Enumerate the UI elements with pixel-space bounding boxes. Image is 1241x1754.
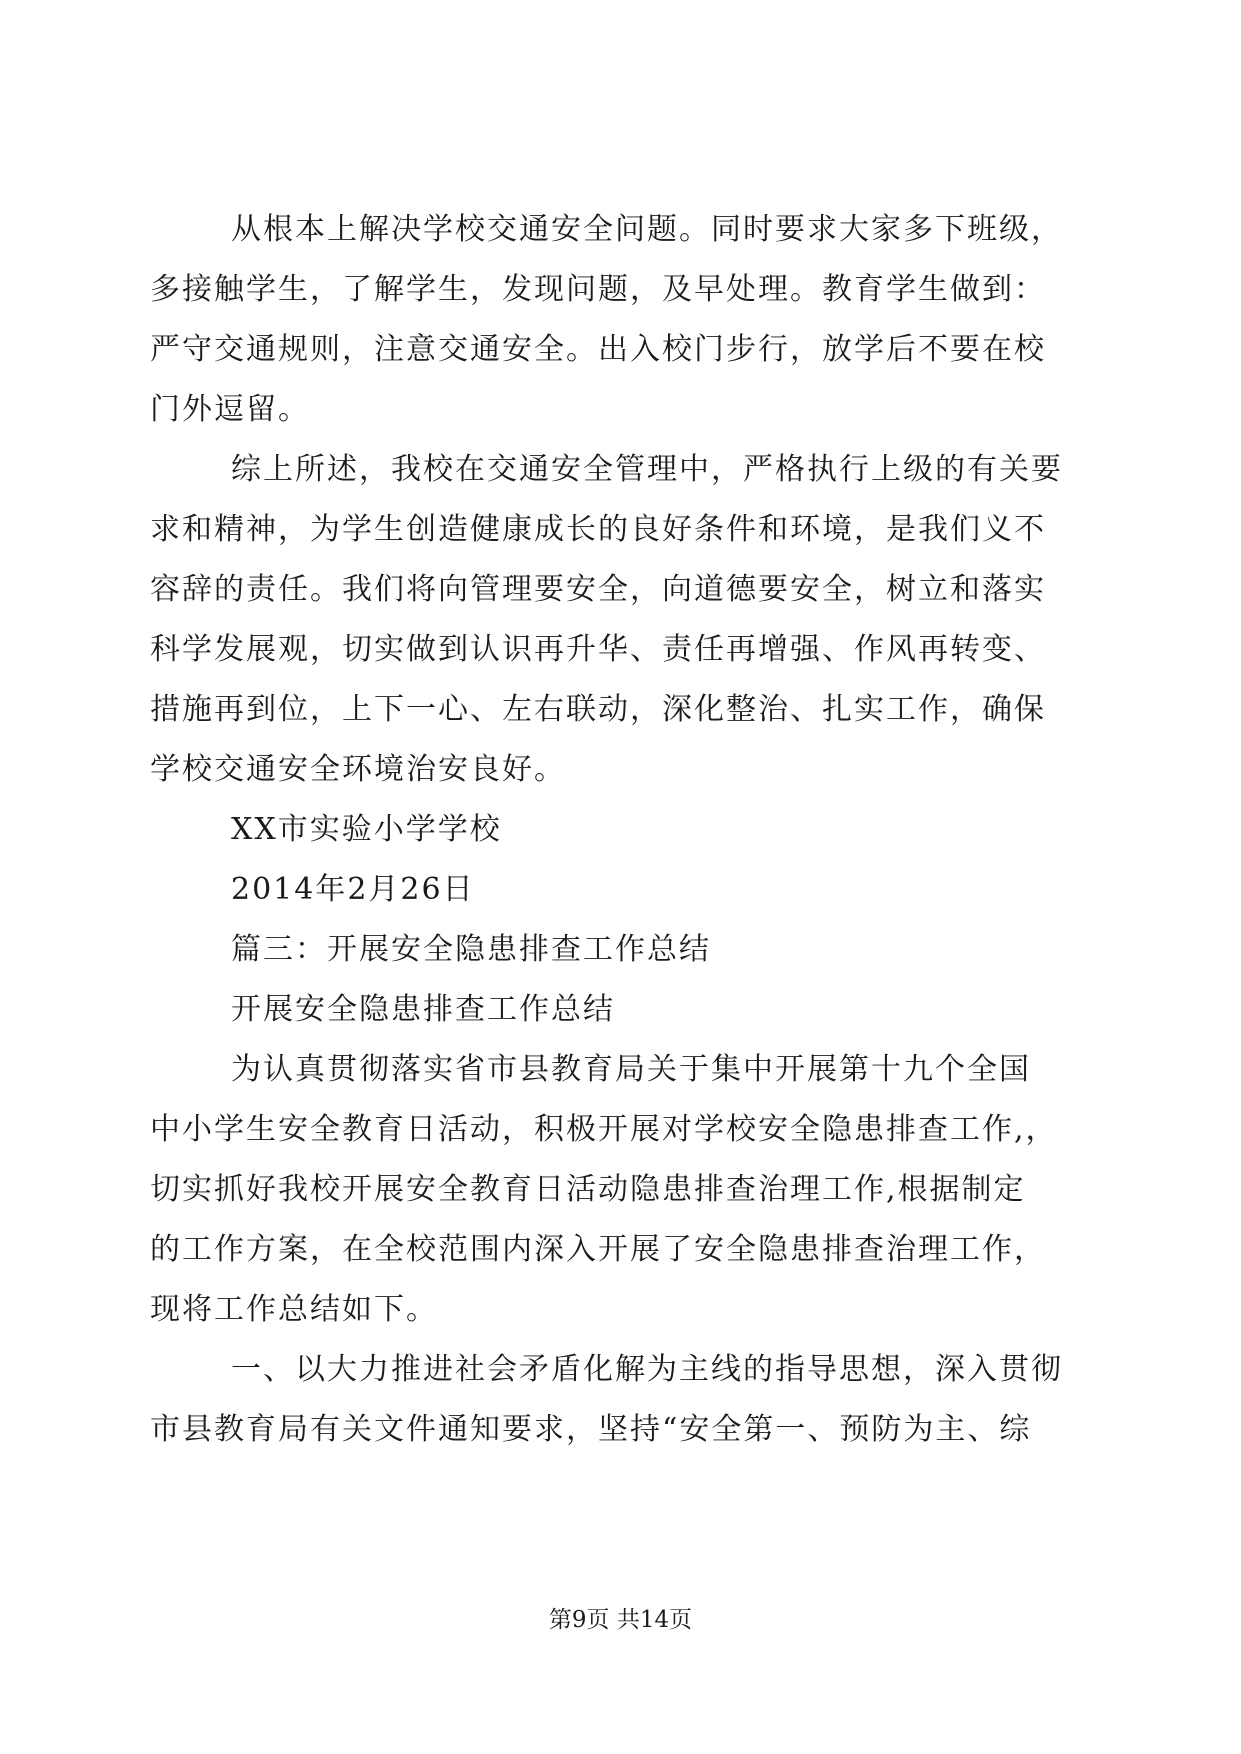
text-line: 开展安全隐患排查工作总结: [231, 992, 615, 1027]
text-line: 为认真贯彻落实省市县教育局关于集中开展第十九个全国: [231, 1052, 1031, 1087]
text-line: 现将工作总结如下。: [150, 1292, 438, 1327]
document-body: [150, 200, 1090, 1460]
text-line: 多接触学生，了解学生，发现问题，及早处理。教育学生做到：: [150, 272, 1046, 307]
text-line: 容辞的责任。我们将向管理要安全，向道德要安全，树立和落实: [150, 572, 1046, 607]
text-line: 中小学生安全教育日活动，积极开展对学校安全隐患排查工作,，: [150, 1112, 1058, 1147]
text-line: 措施再到位，上下一心、左右联动，深化整治、扎实工作，确保: [150, 692, 1046, 727]
text-line: XX市实验小学学校: [231, 812, 502, 847]
text-line: 市县教育局有关文件通知要求，坚持“安全第一、预防为主、综: [150, 1412, 1032, 1447]
text-line: 一、以大力推进社会矛盾化解为主线的指导思想，深入贯彻: [231, 1352, 1063, 1387]
text-line: 的工作方案，在全校范围内深入开展了安全隐患排查治理工作，: [150, 1232, 1046, 1267]
text-line: 门外逗留。: [150, 392, 310, 427]
text-line: 从根本上解决学校交通安全问题。同时要求大家多下班级，: [231, 212, 1063, 247]
text-line: 综上所述，我校在交通安全管理中，严格执行上级的有关要: [231, 452, 1063, 487]
text-line: 科学发展观，切实做到认识再升华、责任再增强、作风再转变、: [150, 632, 1046, 667]
text-line: 严守交通规则，注意交通安全。出入校门步行，放学后不要在校: [150, 332, 1046, 367]
text-line: 切实抓好我校开展安全教育日活动隐患排查治理工作,根据制定: [150, 1172, 1026, 1207]
text-line: 篇三：开展安全隐患排查工作总结: [231, 932, 711, 967]
text-line: 求和精神，为学生创造健康成长的良好条件和环境，是我们义不: [150, 512, 1046, 547]
text-line: 学校交通安全环境治安良好。: [150, 752, 566, 787]
text-line: 2014年2月26日: [231, 872, 475, 907]
page-footer: 第9页 共14页: [548, 1607, 693, 1633]
